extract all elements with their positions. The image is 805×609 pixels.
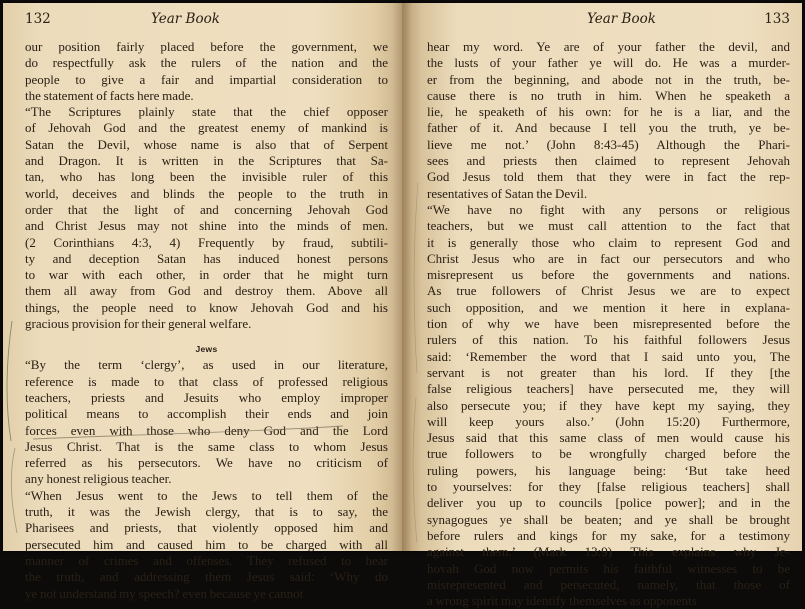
right-paragraph-2	[427, 202, 790, 609]
text-line: servant is not greater than his lord. If they [the	[427, 364, 790, 380]
text-line: the truth, and addressing them Jesus said: ‘Why do	[25, 569, 388, 585]
text-line: before rulers and kings for my sake, for a testimony	[427, 527, 790, 543]
text-line: to war with each other, in order that he might turn	[25, 267, 388, 283]
text-line: ty and deception Satan has induced honest persons	[25, 250, 388, 266]
text-line: false religious teachers] have persecuted me, they will	[427, 381, 790, 397]
left-page-header	[25, 11, 388, 33]
text-line: synagogues ye shall be beaten; and ye shall be brought	[427, 511, 790, 527]
text-line: As true followers of Christ Jesus we are to expect	[427, 283, 790, 299]
text-line: misrepresent us before the governments and nations.	[427, 267, 790, 283]
text-line: also persecute you; if they have kept my saying, they	[427, 397, 790, 413]
text-line: them all away from God and destroy them. Above all	[25, 283, 388, 299]
text-line: a wrong spirit may identify themselves as opponents	[427, 593, 697, 609]
text-line: to yourselves: for they [false religious teachers] shall	[427, 479, 790, 495]
text-line: such opposition, and we mention it here in explana-	[427, 299, 790, 315]
right-running-title: Year Book	[587, 11, 656, 27]
text-line: true followers to be wrongfully charged before the	[427, 446, 790, 462]
text-line: referred as his persecutors. We have no criticism of	[25, 455, 388, 471]
left-paragraph-2	[25, 104, 388, 332]
text-line: ruling powers, his language being: ‘But take heed	[427, 462, 790, 478]
left-paragraph-3	[25, 357, 388, 487]
text-line: Satan the Devil, whose name is also that of Serpent	[25, 136, 388, 152]
left-page	[3, 3, 402, 601]
text-line: people to give a fair and impartial consideration to	[25, 71, 388, 87]
text-line: any honest religious teacher.	[25, 471, 172, 487]
text-line: things, the people need to know Jehovah God and his	[25, 299, 388, 315]
text-line: and Christ Jesus may not shine into the minds of men.	[25, 218, 388, 234]
book-spread	[3, 3, 802, 609]
left-paragraph-1	[25, 39, 388, 104]
right-page-header	[427, 11, 790, 33]
text-line: do respectfully ask the rulers of the nation and the	[25, 55, 388, 71]
text-line: er from the beginning, and abode not in the truth, be-	[427, 71, 790, 87]
text-line: teachers, but we must call attention to the fact that	[427, 218, 790, 234]
section-heading-jews: Jews	[195, 344, 218, 355]
text-line: tan, who has long been the invisible ruler of this	[25, 169, 388, 185]
gutter-shadow-right	[402, 3, 412, 551]
right-page	[402, 3, 802, 609]
text-line: truth, it was the Jewish clergy, that is to say, the	[25, 504, 388, 520]
text-line: political means to accomplish their ends and join	[25, 406, 388, 422]
text-line: and Dragon. It is written in the Scriptures that Sa-	[25, 153, 388, 169]
text-line: sees and priests then claimed to represent Jehovah	[427, 153, 790, 169]
text-line: tion of why we have been misrepresented before the	[427, 316, 790, 332]
text-line: (2 Corinthians 4:3, 4) Frequently by fraud, subtili-	[25, 234, 388, 250]
text-line: rulers of this nation. To his faithful followers Jesus	[427, 332, 790, 348]
text-line: “We have no fight with any persons or religious	[427, 201, 790, 217]
text-line: lieve me not.’ (John 8:43-45) Although the Phari-	[427, 136, 790, 152]
text-line: manner of crimes and offenses. They refused to hear	[25, 552, 388, 568]
text-line: persecuted him and caused him to be charged with all	[25, 536, 388, 552]
left-paragraph-4	[25, 488, 388, 602]
text-line: gracious provision for their general welfare.	[25, 316, 252, 332]
text-line: of Jehovah God and the greatest enemy of mankind is	[25, 120, 388, 136]
text-line: Jesus Christ. That is the same class to whom Jesus	[25, 438, 388, 454]
text-line: will keep yours also.’ (John 15:20) Furthermore,	[427, 413, 790, 429]
text-line: Pharisees and priests, that violently opposed him and	[25, 520, 388, 536]
left-page-number: 132	[25, 11, 51, 27]
text-line: “When Jesus went to the Jews to tell them of the	[25, 487, 388, 503]
text-line: our position fairly placed before the government, we	[25, 39, 388, 54]
text-line: ye not understand my speech? even because ye cannot	[25, 585, 304, 601]
text-line: teachers, priests and Jesuits who employ improper	[25, 389, 388, 405]
text-line: misrepresented and persecuted, namely, that those of	[427, 576, 790, 592]
text-line: Christ Jesus who are in fact our persecutors and who	[427, 250, 790, 266]
text-line: said: ‘Remember the word that I said unto you, The	[427, 348, 790, 364]
gutter-shadow-left	[392, 3, 402, 551]
right-page-number: 133	[764, 11, 790, 27]
text-line: the statement of facts here made.	[25, 87, 194, 103]
text-line: reference is made to that class of professed religious	[25, 373, 388, 389]
left-running-title: Year Book	[151, 11, 220, 27]
text-line: God Jesus told them that they were in fact the rep-	[427, 169, 790, 185]
text-line: Jesus said that this same class of men would cause his	[427, 430, 790, 446]
text-line: hear my word. Ye are of your father the devil, and	[427, 39, 790, 54]
text-line: hovah God now permits his faithful witnesses to be	[427, 560, 790, 576]
text-line: resentatives of Satan the Devil.	[427, 185, 588, 201]
text-line: the lusts of your father ye will do. He was a murder-	[427, 55, 790, 71]
text-line: cause there is no truth in him. When he speaketh a	[427, 87, 790, 103]
text-line: lie, he speaketh of his own: for he is a liar, and the	[427, 104, 790, 120]
text-line: it is generally those who claim to represent God and	[427, 234, 790, 250]
text-line: father of it. And because I tell you the truth, ye be-	[427, 120, 790, 136]
text-line: world, deceives and blinds the people to the truth in	[25, 185, 388, 201]
right-paragraph-1	[427, 39, 790, 202]
text-line: “By the term ‘clergy’, as used in our literature,	[25, 357, 388, 373]
text-line: “The Scriptures plainly state that the chief opposer	[25, 104, 388, 120]
text-line: deliver you up to councils [police power]; and in the	[427, 495, 790, 511]
text-line: against them.’ (Mark 13:9) This explains why Je-	[427, 544, 790, 560]
text-line: forces even with those who deny God and the Lord	[25, 422, 388, 438]
text-line: order that the light of and concerning Jehovah God	[25, 201, 388, 217]
